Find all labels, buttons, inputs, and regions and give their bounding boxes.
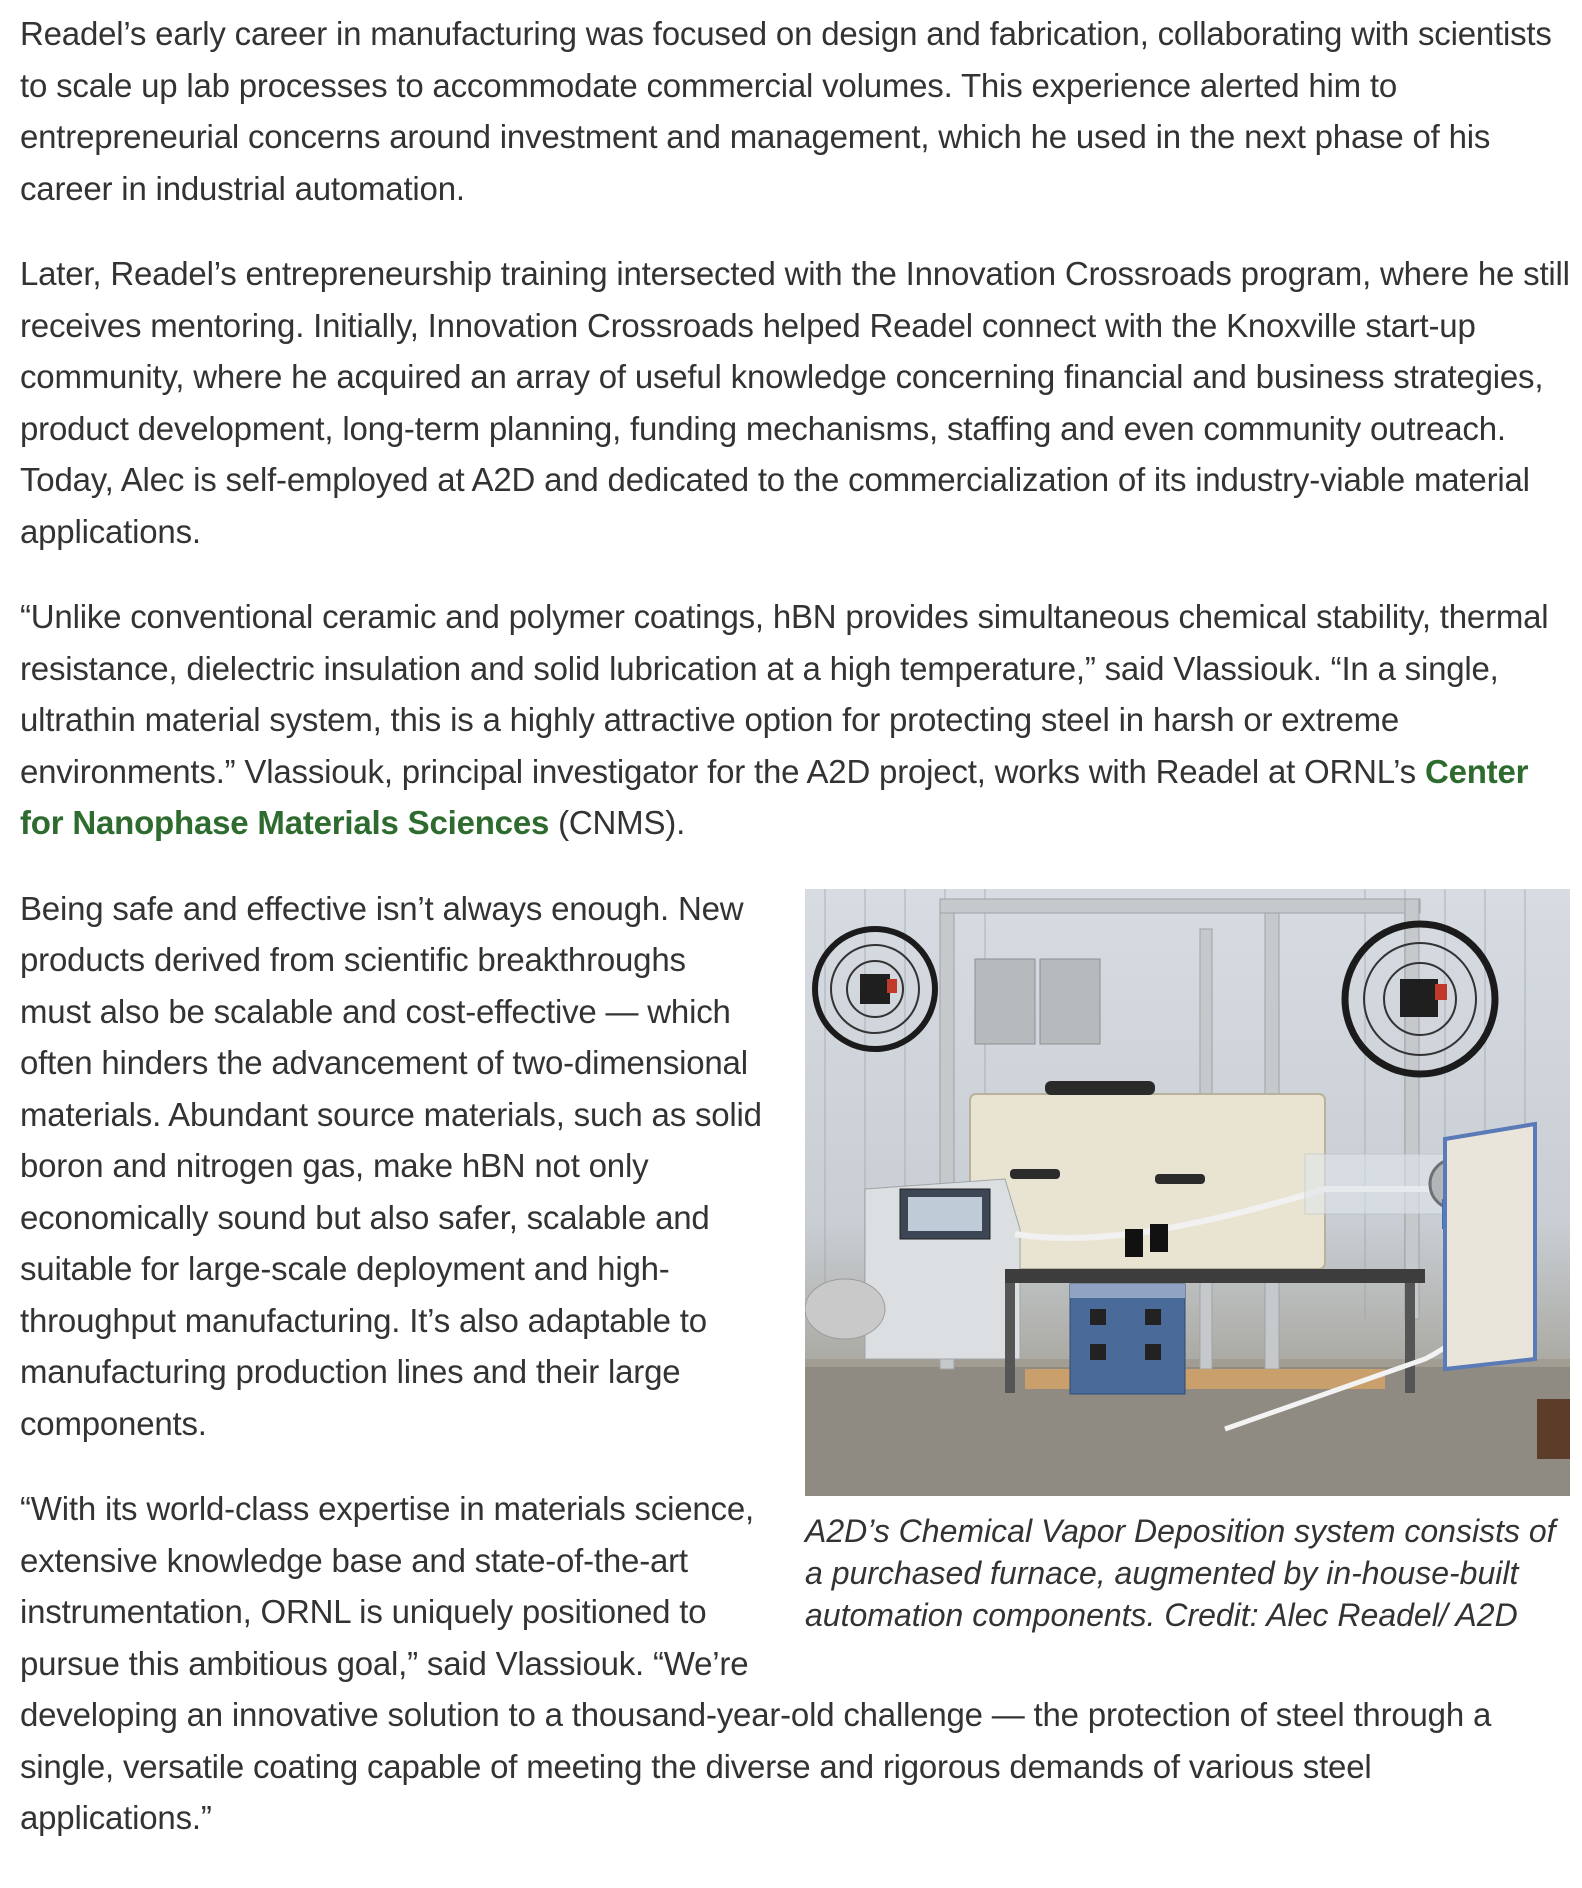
- cvd-system-photo: [805, 889, 1570, 1496]
- paragraph-4: Being safe and effective isn’t always enough. New products derived from scientific breakthroughs must also be scalable and cost-effective — which often hinders the advancement of two-dimensional materials. Abundant source materials, such as solid boron and nitrogen gas, make hBN not only economically sound but also safer, scalable and suitable for large-scale deployment and high-throughput manufacturing. It’s also adaptable to manufacturing production lines and their large components.: [20, 889, 762, 1442]
- paragraph-3-text-a: “Unlike conventional ceramic and polymer coatings, hBN provides simultaneous chemical stability, thermal resistance, dielectric insulation and solid lubrication at a high temperature,” said Vlassiouk. “In a single, ultrathin material system, this is a highly attractive option for protecting steel in harsh or extreme environments.” Vlassiouk, principal investigator for the A2D project, works with Readel at ORNL’s: [20, 598, 1549, 790]
- fan-right-icon: [1345, 924, 1495, 1074]
- paragraph-2: Later, Readel’s entrepreneurship training intersected with the Innovation Crossroads program, where he still receives mentoring. Initially, Innovation Crossroads helped Readel connect with the Knoxville start-up community, where he acquired an array of useful knowledge concerning financial and business strategies, product development, long-term planning, funding mechanisms, staffing and even community outreach. Today, Alec is self-employed at A2D and dedicated to the commercialization of its industry-viable material applications.: [20, 255, 1570, 550]
- figure-caption: A2D’s Chemical Vapor Deposition system consists of a purchased furnace, augmented by in-house-built automation components. Credit: Alec Readel/ A2D: [805, 1512, 1556, 1633]
- paragraph-3-text-b: (CNMS).: [549, 804, 686, 841]
- cnms-link[interactable]: Center for Nanophase Materials Sciences: [20, 752, 1529, 841]
- fan-left-icon: [815, 929, 935, 1049]
- article-body: [20, 8, 1570, 1878]
- cvd-system-figure: [805, 889, 1570, 1636]
- paragraph-1: Readel’s early career in manufacturing was focused on design and fabrication, collaborating with scientists to scale up lab processes to accommodate commercial volumes. This experience alerted him to entrepreneurial concerns around investment and management, which he used in the next phase of his career in industrial automation.: [20, 15, 1552, 207]
- paragraph-3: [20, 591, 1570, 849]
- paragraph-5: “With its world-class expertise in materials science, extensive knowledge base and state-of-the-art instrumentation, ORNL is uniquely positioned to pursue this ambitious goal,” said Vlassiouk. “We’re developing an innovative solution to a thousand-year-old challenge — the protection of steel through a single, versatile coating capable of meeting the diverse and rigorous demands of various steel applications.”: [20, 1490, 1492, 1836]
- cvd-system-illustration: [805, 889, 1570, 1496]
